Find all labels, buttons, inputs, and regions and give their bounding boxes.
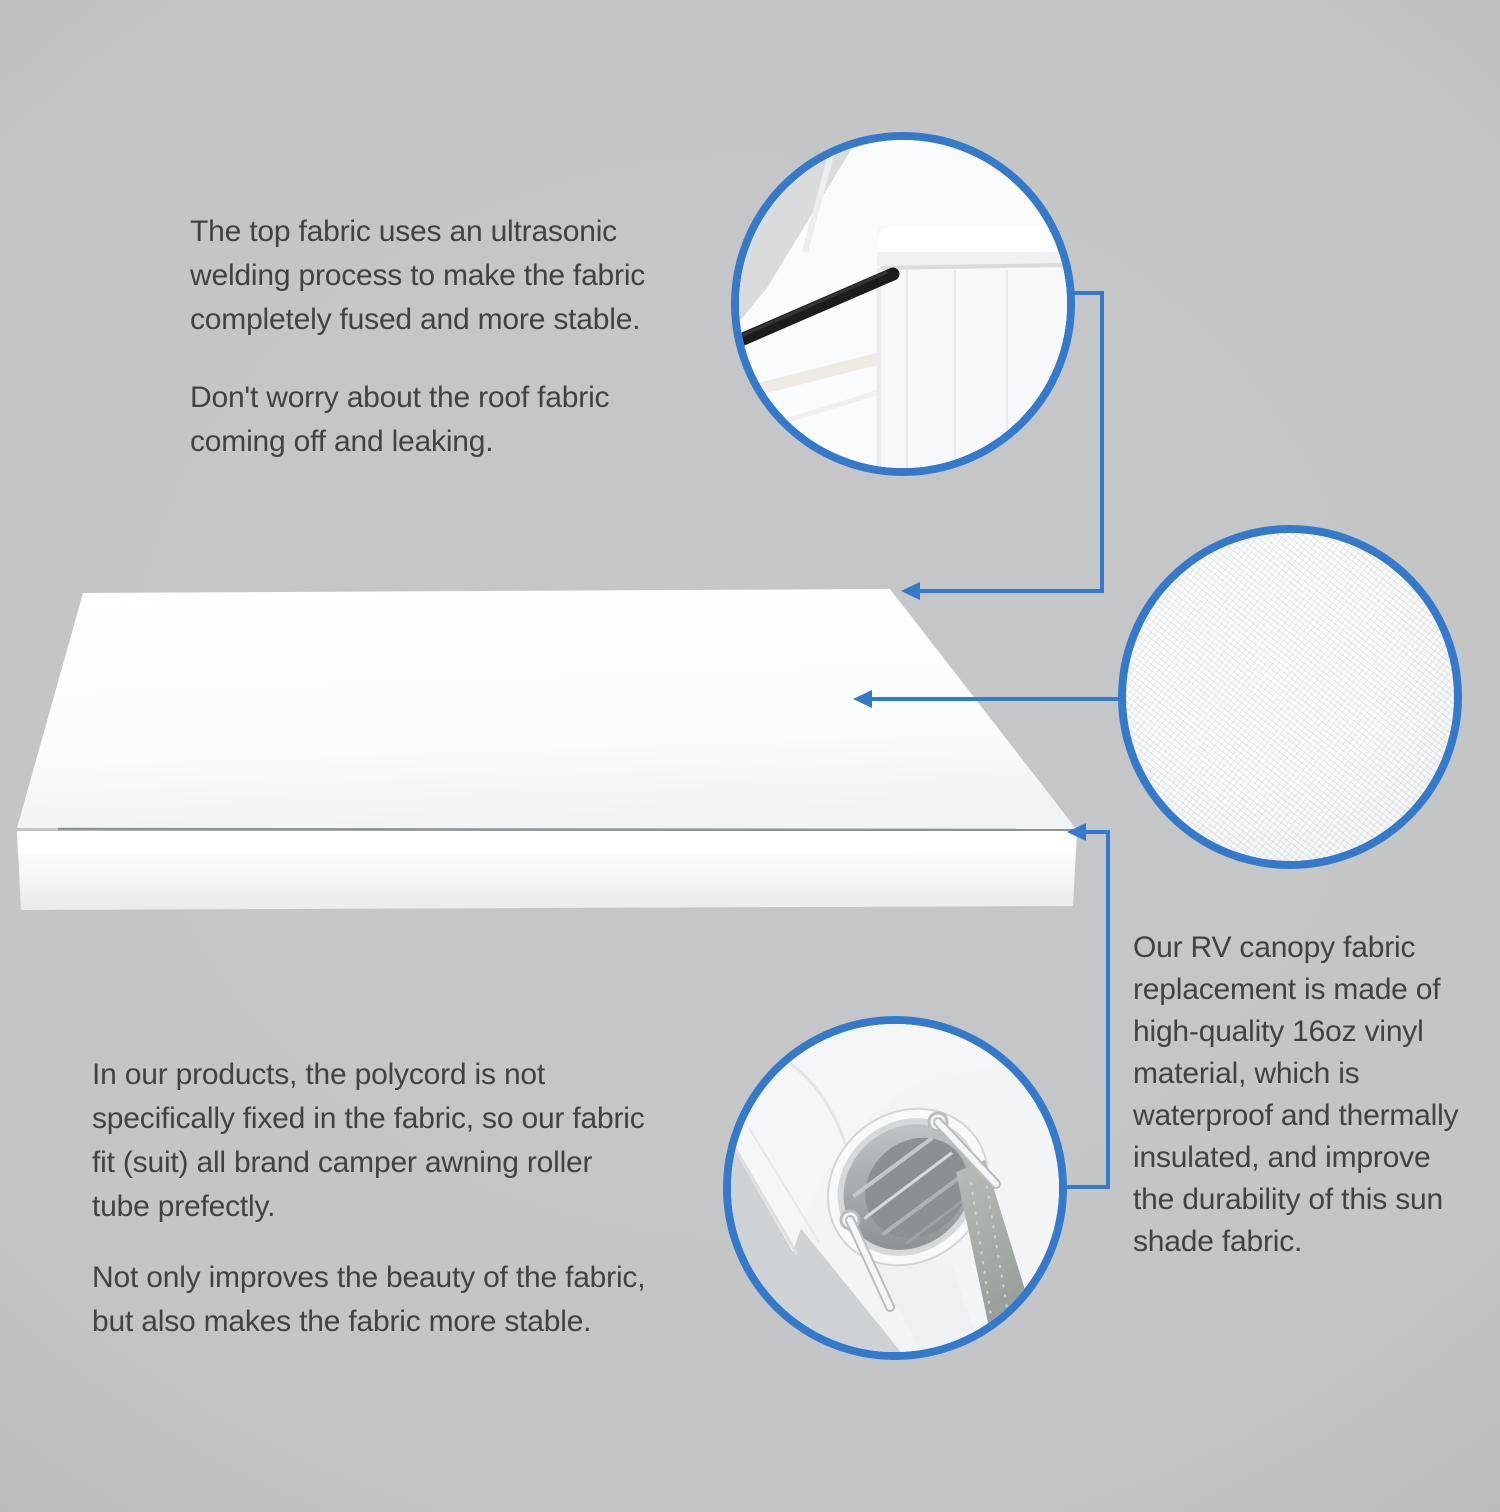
paragraph	[190, 376, 645, 464]
text-line: insulated, and improve	[1133, 1141, 1431, 1174]
text-line: specifically fixed in the fabric, so our fabric	[92, 1102, 645, 1135]
paragraph	[1133, 927, 1458, 1263]
awning-fabric-sheet	[17, 589, 1077, 910]
text-line: Not only improves the beauty of the fabric,	[92, 1261, 646, 1294]
awning-valance-top-lip	[17, 831, 1077, 855]
callout-circle-weld	[731, 132, 1075, 476]
text-line: Our RV canopy fabric	[1133, 931, 1416, 964]
text-line: tube prefectly.	[92, 1190, 276, 1223]
paragraph	[92, 1256, 645, 1344]
text-line: waterproof and thermally	[1133, 1099, 1459, 1132]
callout-circle-roller	[723, 1016, 1067, 1360]
callout-circle-texture	[1118, 525, 1462, 869]
text-line: the durability of this sun	[1133, 1183, 1443, 1216]
text-line: replacement is made of	[1133, 973, 1441, 1006]
paragraph	[92, 1053, 645, 1229]
text-line: completely fused and more stable.	[190, 303, 641, 336]
annotation-bottom-left	[92, 1053, 645, 1344]
annotation-right	[1133, 927, 1458, 1263]
text-line: but also makes the fabric more stable.	[92, 1305, 592, 1338]
text-line: material, which is	[1133, 1057, 1360, 1090]
roller-tube-closeup	[731, 1024, 1059, 1352]
awning-seam-line	[58, 829, 1075, 830]
paragraph	[190, 210, 645, 342]
text-line: The top fabric uses an ultrasonic	[190, 215, 617, 248]
arrowhead-weld	[901, 582, 920, 600]
text-line: high-quality 16oz vinyl	[1133, 1015, 1424, 1048]
text-line: welding process to make the fabric	[190, 259, 646, 292]
text-line: In our products, the polycord is not	[92, 1058, 546, 1091]
ultrasonic-weld-closeup	[739, 140, 1067, 468]
text-line: coming off and leaking.	[190, 425, 494, 458]
annotation-top-left	[190, 210, 645, 464]
text-line: Don't worry about the roof fabric	[190, 381, 610, 414]
text-line: fit (suit) all brand camper awning roller	[92, 1146, 593, 1179]
awning-top-face	[17, 589, 1077, 830]
text-line: shade fabric.	[1133, 1225, 1303, 1258]
